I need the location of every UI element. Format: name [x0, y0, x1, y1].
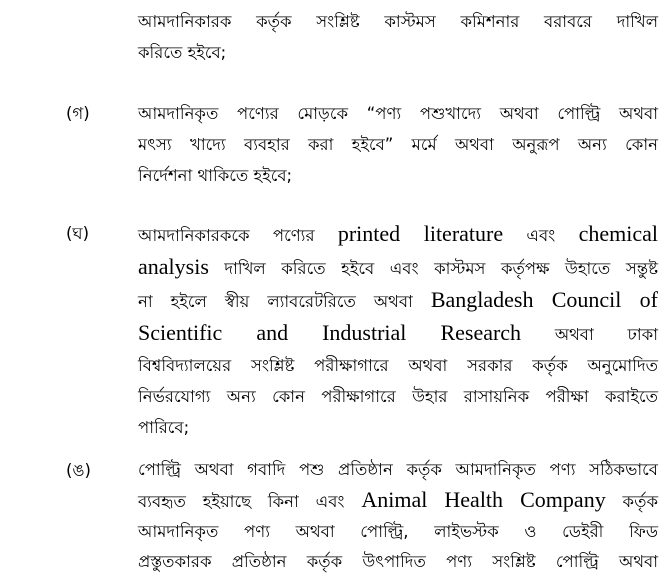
text-run: Animal Health Company	[361, 487, 606, 512]
clause-body	[138, 98, 658, 191]
clause-line: পোল্ট্রি অথবা গবাদি পশু প্রতিষ্ঠান কর্তৃক আমদানিকৃত পণ্য সঠিকভাবে	[138, 460, 658, 479]
intro-line: করিতে হইবে;	[138, 43, 227, 62]
intro-continuation	[138, 6, 658, 68]
clause-line	[138, 284, 658, 317]
clause-line: পারিবে;	[138, 418, 190, 437]
text-run: না হইলে স্বীয় ল্যাবরেটরিতে অথবা	[138, 292, 431, 311]
text-run: এবং	[503, 226, 579, 245]
clause-line: আমদানিকৃত পণ্যের মোড়কে “পণ্য পশুখাদ্যে অথবা পোল্ট্রি অথবা	[138, 104, 658, 123]
clause-marker: (ঘ)	[66, 224, 90, 243]
text-run: ব্যবহৃত হইয়াছে কিনা এবং	[138, 492, 362, 511]
text-run: Bangladesh Council of	[430, 287, 658, 312]
clause-line: আমদানিকৃত পণ্য অথবা পোল্ট্রি, লাইভস্টক ও ডেইরী ফিড	[138, 522, 658, 541]
clause-line: নির্দেশনা থাকিতে হইবে;	[138, 166, 293, 185]
text-run: printed literature	[337, 221, 504, 246]
text-run: আমদানিকারককে পণ্যের	[138, 226, 338, 245]
clause-line	[138, 317, 658, 350]
clause-line: প্রস্তুতকারক প্রতিষ্ঠান কর্তৃক উৎপাদিত পণ্য সংশ্লিষ্ট পোল্ট্রি অথবা	[138, 552, 658, 571]
clause-marker: (ঙ)	[66, 461, 91, 480]
clause-line: মৎস্য খাদ্যে ব্যবহার করা হইবে” মর্মে অথবা অনুরূপ অন্য কোন	[138, 135, 658, 154]
clause-line: নির্ভরযোগ্য অন্য কোন পরীক্ষাগারে উহার রাসায়নিক পরীক্ষা করাইতে	[138, 387, 658, 406]
text-run: কর্তৃক	[605, 492, 659, 511]
text-run: chemical	[578, 221, 658, 246]
clause-body	[138, 455, 658, 577]
clause-body	[138, 218, 658, 443]
clause-line	[138, 485, 658, 517]
text-run: অথবা ঢাকা	[521, 325, 658, 344]
text-run: দাখিল করিতে হইবে এবং কাস্টমস কর্তৃপক্ষ উহাতে সন্তুষ্ট	[208, 259, 658, 278]
clause-line	[138, 251, 658, 284]
clause-line	[138, 218, 658, 251]
clause-marker: (গ)	[66, 104, 90, 123]
text-run: Scientific and Industrial Research	[138, 320, 522, 345]
clause-line: বিশ্ববিদ্যালয়ের সংশ্লিষ্ট পরীক্ষাগারে অথবা সরকার কর্তৃক অনুমোদিত	[138, 356, 658, 375]
intro-line: আমদানিকারক কর্তৃক সংশ্লিষ্ট কাস্টমস কমিশনার বরাবরে দাখিল	[138, 12, 658, 31]
text-run: analysis	[138, 254, 209, 279]
